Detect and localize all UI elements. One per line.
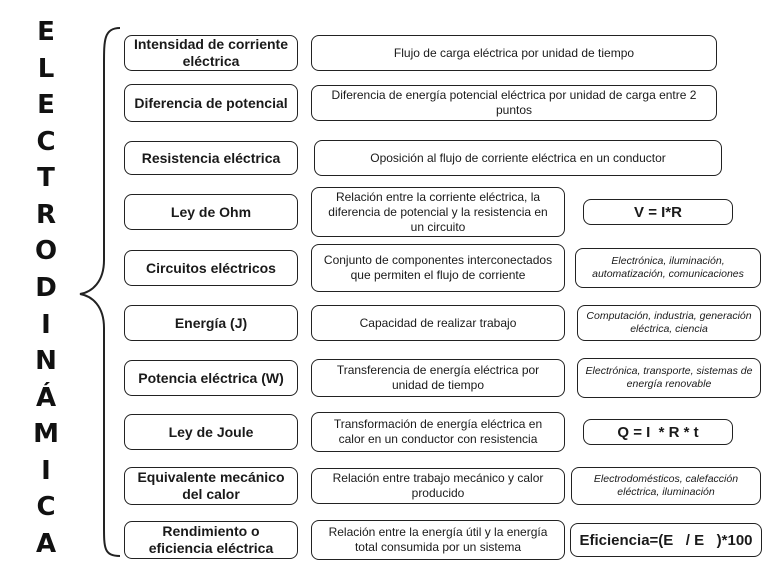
description-box: Relación entre la energía útil y la energía total consumida por un sistema: [311, 520, 565, 560]
title-letter: O: [34, 236, 58, 267]
concept-box: Ley de Ohm: [124, 194, 298, 230]
title-letter: R: [35, 199, 57, 230]
description-box: Relación entre trabajo mecánico y calor producido: [311, 468, 565, 504]
title-letter: I: [41, 455, 51, 486]
description-box: Diferencia de energía potencial eléctrica por unidad de carga entre 2 puntos: [311, 85, 717, 121]
concept-box: Energía (J): [124, 305, 298, 341]
title-letter: A: [35, 528, 57, 559]
description-box: Transformación de energía eléctrica en calor en un conductor con resistencia: [311, 412, 565, 452]
title-letter: M: [33, 419, 59, 450]
title-letter: Á: [35, 382, 57, 413]
concept-box: Ley de Joule: [124, 414, 298, 450]
title-letter: N: [35, 346, 57, 377]
concept-box: Intensidad de corriente eléctrica: [124, 35, 298, 71]
description-box: Relación entre la corriente eléctrica, la diferencia de potencial y la resistencia en un circuito: [311, 187, 565, 237]
concept-box: Diferencia de potencial: [124, 84, 298, 122]
concept-box: Equivalente mecánico del calor: [124, 467, 298, 505]
concept-box: Resistencia eléctrica: [124, 141, 298, 175]
title-letter: C: [36, 126, 56, 157]
description-box: Oposición al flujo de corriente eléctrica en un conductor: [314, 140, 722, 176]
applications-box: Computación, industria, generación eléctrica, ciencia: [577, 305, 761, 341]
applications-box: Electrónica, iluminación, automatización, comunicaciones: [575, 248, 761, 288]
formula-box: V = I*R: [583, 199, 733, 225]
concept-box: Potencia eléctrica (W): [124, 360, 298, 396]
title-letter: D: [35, 272, 57, 303]
curly-brace: [76, 20, 126, 560]
description-box: Flujo de carga eléctrica por unidad de tiempo: [311, 35, 717, 71]
applications-box: Electrónica, transporte, sistemas de energía renovable: [577, 358, 761, 398]
description-box: Transferencia de energía eléctrica por unidad de tiempo: [311, 359, 565, 397]
title-letter: E: [37, 17, 55, 47]
title-letter: E: [37, 90, 55, 121]
title-letter: T: [37, 163, 55, 194]
formula-box: Eficiencia=(E / E )*100: [570, 523, 762, 557]
title-letter: C: [36, 492, 56, 523]
formula-box: Q = I * R * t: [583, 419, 733, 445]
concept-box: Rendimiento o eficiencia eléctrica: [124, 521, 298, 559]
concept-box: Circuitos eléctricos: [124, 250, 298, 286]
title-letter: I: [41, 309, 51, 340]
vertical-title: [20, 18, 72, 558]
applications-box: Electrodomésticos, calefacción eléctrica, iluminación: [571, 467, 761, 505]
description-box: Conjunto de componentes interconectados que permiten el flujo de corriente: [311, 244, 565, 292]
title-letter: L: [37, 53, 55, 84]
description-box: Capacidad de realizar trabajo: [311, 305, 565, 341]
